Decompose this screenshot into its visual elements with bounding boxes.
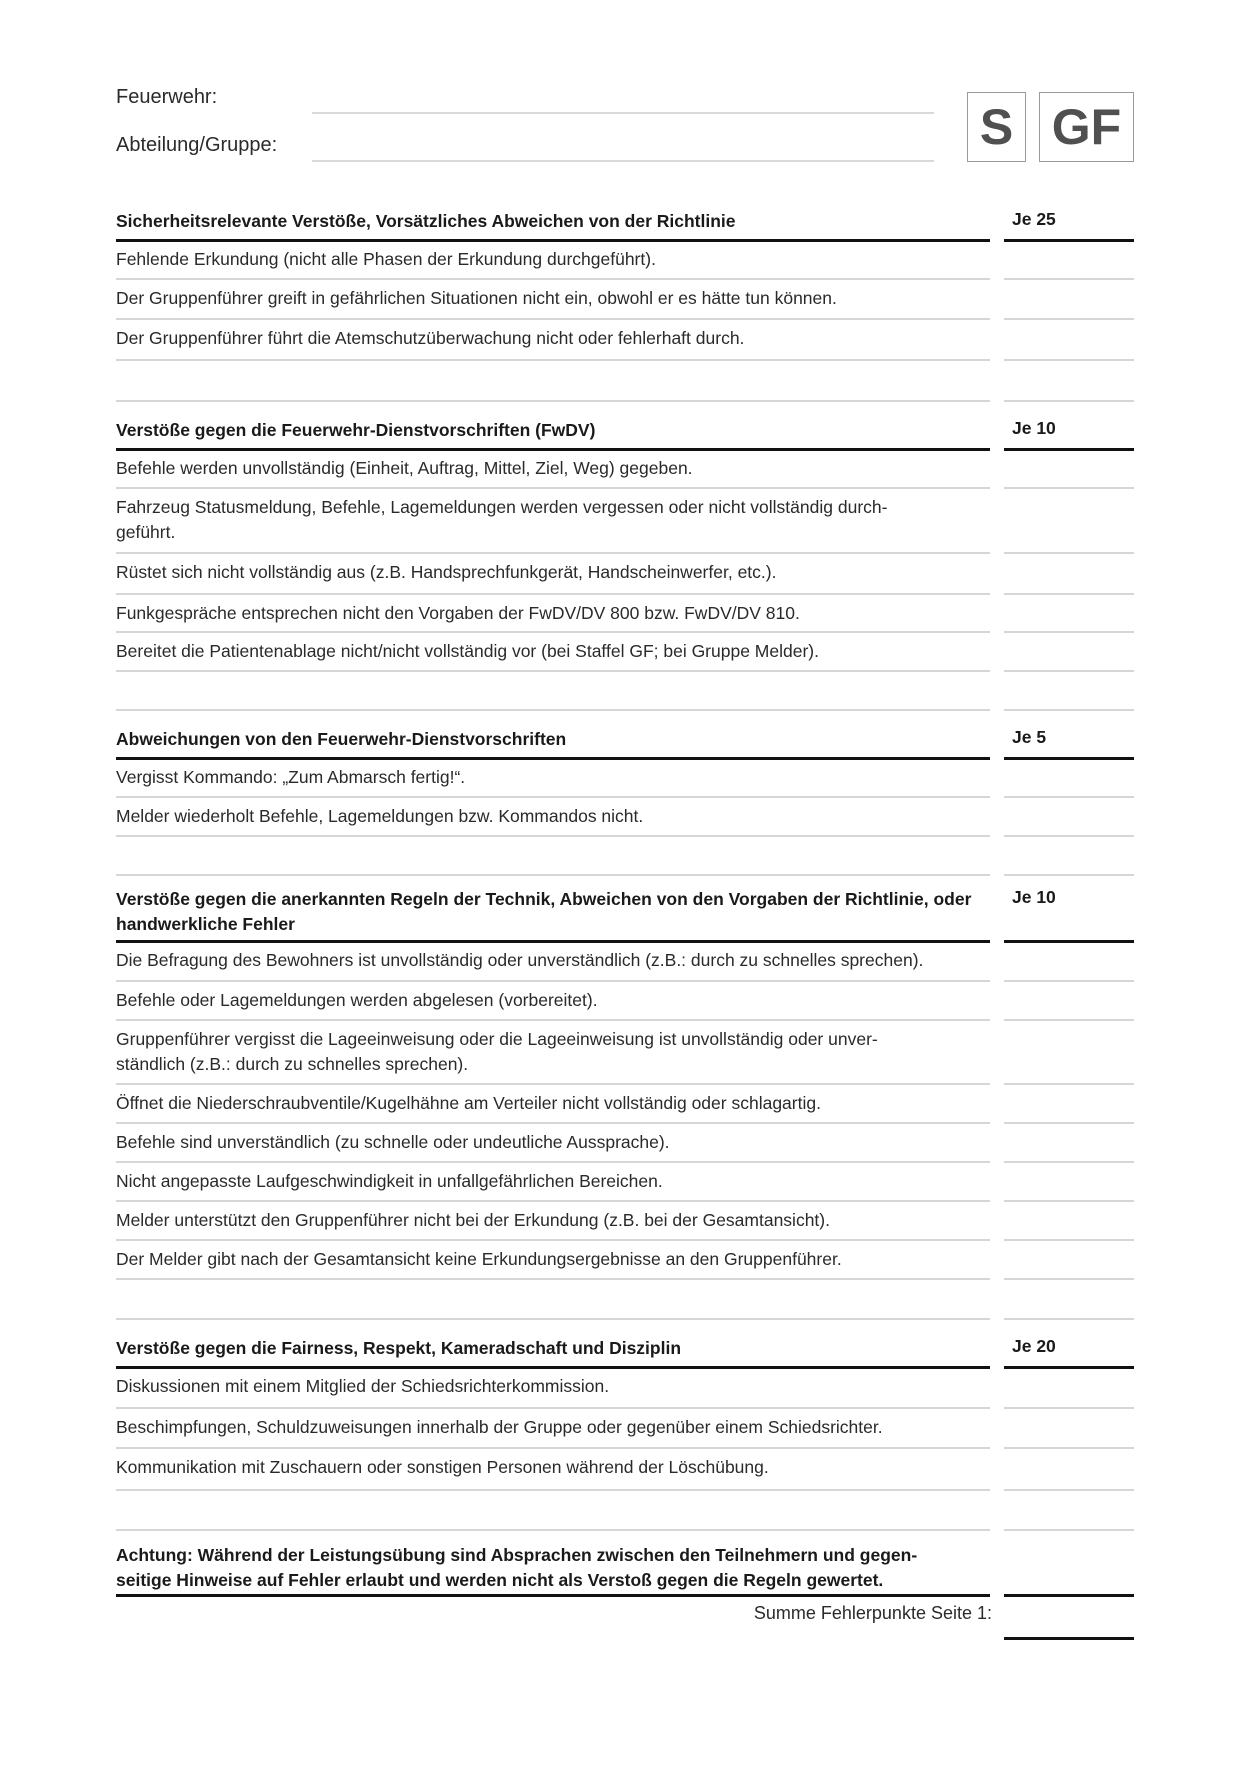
points-entry-field[interactable] xyxy=(1004,796,1134,798)
abteilung-field[interactable] xyxy=(312,160,934,162)
section-rule xyxy=(116,1366,990,1369)
violation-item: Der Gruppenführer führt die Atemschutzüberwachung nicht oder fehlerhaft durch. xyxy=(116,328,745,348)
row-divider xyxy=(116,318,990,320)
violation-item: Kommunikation mit Zuschauern oder sonstigen Personen während der Löschübung. xyxy=(116,1457,769,1477)
points-rule xyxy=(1004,448,1134,451)
points-entry-field[interactable] xyxy=(1004,1407,1134,1409)
row-divider xyxy=(116,278,990,280)
points-entry-field[interactable] xyxy=(1004,593,1134,595)
section-points: Je 5 xyxy=(1012,727,1047,747)
violation-item: Öffnet die Niederschraubventile/Kugelhähne am Verteiler nicht vollständig oder schlagartig. xyxy=(116,1093,821,1113)
badge-gruppenfuehrer: GF xyxy=(1039,92,1134,162)
feuerwehr-field[interactable] xyxy=(312,112,934,114)
row-divider xyxy=(116,400,990,402)
row-divider xyxy=(116,796,990,798)
row-divider xyxy=(116,1122,990,1124)
points-entry-field[interactable] xyxy=(1004,487,1134,489)
section-rule xyxy=(116,239,990,242)
violation-item: Rüstet sich nicht vollständig aus (z.B. Handsprechfunkgerät, Handscheinwerfer, etc.). xyxy=(116,562,777,582)
violation-item: Bereitet die Patientenablage nicht/nicht vollständig vor (bei Staffel GF; bei Gruppe Melder). xyxy=(116,641,819,661)
section-heading: Verstöße gegen die Fairness, Respekt, Kameradschaft und Disziplin xyxy=(116,1338,682,1358)
notice-points-rule xyxy=(1004,1594,1134,1597)
row-divider xyxy=(116,1447,990,1449)
row-divider xyxy=(116,1407,990,1409)
section-heading: Sicherheitsrelevante Verstöße, Vorsätzliches Abweichen von der Richtlinie xyxy=(116,211,736,231)
row-divider xyxy=(116,874,990,876)
abteilung-label: Abteilung/Gruppe: xyxy=(116,134,278,156)
sum-label: Summe Fehlerpunkte Seite 1: xyxy=(753,1603,992,1623)
row-divider xyxy=(116,631,990,633)
row-divider xyxy=(116,1489,990,1491)
row-divider xyxy=(116,1019,990,1021)
violation-item: Funkgespräche entsprechen nicht den Vorgaben der FwDV/DV 800 bzw. FwDV/DV 810. xyxy=(116,603,800,623)
feuerwehr-label: Feuerwehr: xyxy=(116,86,218,108)
points-entry-field[interactable] xyxy=(1004,1019,1134,1021)
points-entry-field[interactable] xyxy=(1004,980,1134,982)
points-entry-field[interactable] xyxy=(1004,359,1134,361)
violation-item: Der Gruppenführer greift in gefährlichen Situationen nicht ein, obwohl er es hätte tun können. xyxy=(116,288,837,308)
row-divider xyxy=(116,980,990,982)
notice-rule xyxy=(116,1594,990,1597)
points-rule xyxy=(1004,940,1134,943)
row-divider xyxy=(116,487,990,489)
points-entry-field[interactable] xyxy=(1004,1278,1134,1280)
points-entry-field[interactable] xyxy=(1004,1239,1134,1241)
violation-item: Befehle werden unvollständig (Einheit, Auftrag, Mittel, Ziel, Weg) gegeben. xyxy=(116,458,693,478)
violation-item: Diskussionen mit einem Mitglied der Schiedsrichterkommission. xyxy=(116,1376,610,1396)
violation-item: Melder unterstützt den Gruppenführer nicht bei der Erkundung (z.B. bei der Gesamtansicht). xyxy=(116,1210,830,1230)
section-rule xyxy=(116,940,990,943)
row-divider xyxy=(116,359,990,361)
points-entry-field[interactable] xyxy=(1004,835,1134,837)
violation-item: Befehle sind unverständlich (zu schnelle oder undeutliche Aussprache). xyxy=(116,1132,670,1152)
row-divider xyxy=(116,593,990,595)
section-heading: Abweichungen von den Feuerwehr-Dienstvorschriften xyxy=(116,729,567,749)
points-entry-field[interactable] xyxy=(1004,400,1134,402)
points-entry-field[interactable] xyxy=(1004,1489,1134,1491)
violation-item: Melder wiederholt Befehle, Lagemeldungen bzw. Kommandos nicht. xyxy=(116,806,644,826)
row-divider xyxy=(116,709,990,711)
section-points: Je 25 xyxy=(1012,209,1056,229)
points-entry-field[interactable] xyxy=(1004,552,1134,554)
points-entry-field[interactable] xyxy=(1004,1529,1134,1531)
points-entry-field[interactable] xyxy=(1004,1083,1134,1085)
violation-item: Gruppenführer vergisst die Lageeinweisung oder die Lageeinweisung ist unvollständig oder unver- ständlich (z.B.: durch zu schnelles sprechen). xyxy=(116,1029,878,1074)
violation-item: Fahrzeug Statusmeldung, Befehle, Lagemeldungen werden vergessen oder nicht vollständig durch- geführt. xyxy=(116,497,888,542)
points-entry-field[interactable] xyxy=(1004,1318,1134,1320)
section-points: Je 10 xyxy=(1012,418,1056,438)
points-entry-field[interactable] xyxy=(1004,318,1134,320)
section-points: Je 10 xyxy=(1012,887,1056,907)
points-rule xyxy=(1004,1366,1134,1369)
notice-line-1: Achtung: Während der Leistungsübung sind Absprachen zwischen den Teilnehmern und gegen- xyxy=(116,1545,918,1565)
points-entry-field[interactable] xyxy=(1004,278,1134,280)
violation-item: Beschimpfungen, Schuldzuweisungen innerhalb der Gruppe oder gegenüber einem Schiedsrichter. xyxy=(116,1417,883,1437)
row-divider xyxy=(116,1239,990,1241)
violation-item: Fehlende Erkundung (nicht alle Phasen der Erkundung durchgeführt). xyxy=(116,249,656,269)
points-entry-field[interactable] xyxy=(1004,1200,1134,1202)
points-rule xyxy=(1004,239,1134,242)
section-rule xyxy=(116,448,990,451)
points-entry-field[interactable] xyxy=(1004,1447,1134,1449)
row-divider xyxy=(116,552,990,554)
notice-line-2: seitige Hinweise auf Fehler erlaubt und werden nicht als Verstoß gegen die Regeln gewertet. xyxy=(116,1570,884,1590)
violation-item: Die Befragung des Bewohners ist unvollständig oder unverständlich (z.B.: durch zu schnelles sprechen). xyxy=(116,950,924,970)
section-points: Je 20 xyxy=(1012,1336,1056,1356)
section-heading: Verstöße gegen die anerkannten Regeln der Technik, Abweichen von den Vorgaben der Richtlinie, oder handwerkliche Fehler xyxy=(116,889,972,934)
violation-item: Befehle oder Lagemeldungen werden abgelesen (vorbereitet). xyxy=(116,990,598,1010)
points-entry-field[interactable] xyxy=(1004,1122,1134,1124)
row-divider xyxy=(116,1161,990,1163)
points-rule xyxy=(1004,757,1134,760)
points-entry-field[interactable] xyxy=(1004,709,1134,711)
row-divider xyxy=(116,1278,990,1280)
points-entry-field[interactable] xyxy=(1004,1161,1134,1163)
row-divider xyxy=(116,670,990,672)
points-entry-field[interactable] xyxy=(1004,631,1134,633)
section-heading: Verstöße gegen die Feuerwehr-Dienstvorschriften (FwDV) xyxy=(116,420,596,440)
row-divider xyxy=(116,1200,990,1202)
badge-staffel: S xyxy=(967,92,1026,162)
row-divider xyxy=(116,1318,990,1320)
violation-item: Nicht angepasste Laufgeschwindigkeit in unfallgefährlichen Bereichen. xyxy=(116,1171,663,1191)
row-divider xyxy=(116,835,990,837)
sum-points-field[interactable] xyxy=(1004,1637,1134,1640)
row-divider xyxy=(116,1529,990,1531)
points-entry-field[interactable] xyxy=(1004,874,1134,876)
violation-item: Vergisst Kommando: „Zum Abmarsch fertig!“. xyxy=(116,767,466,787)
points-entry-field[interactable] xyxy=(1004,670,1134,672)
row-divider xyxy=(116,1083,990,1085)
violation-item: Der Melder gibt nach der Gesamtansicht keine Erkundungsergebnisse an den Gruppenführer. xyxy=(116,1249,842,1269)
section-rule xyxy=(116,757,990,760)
